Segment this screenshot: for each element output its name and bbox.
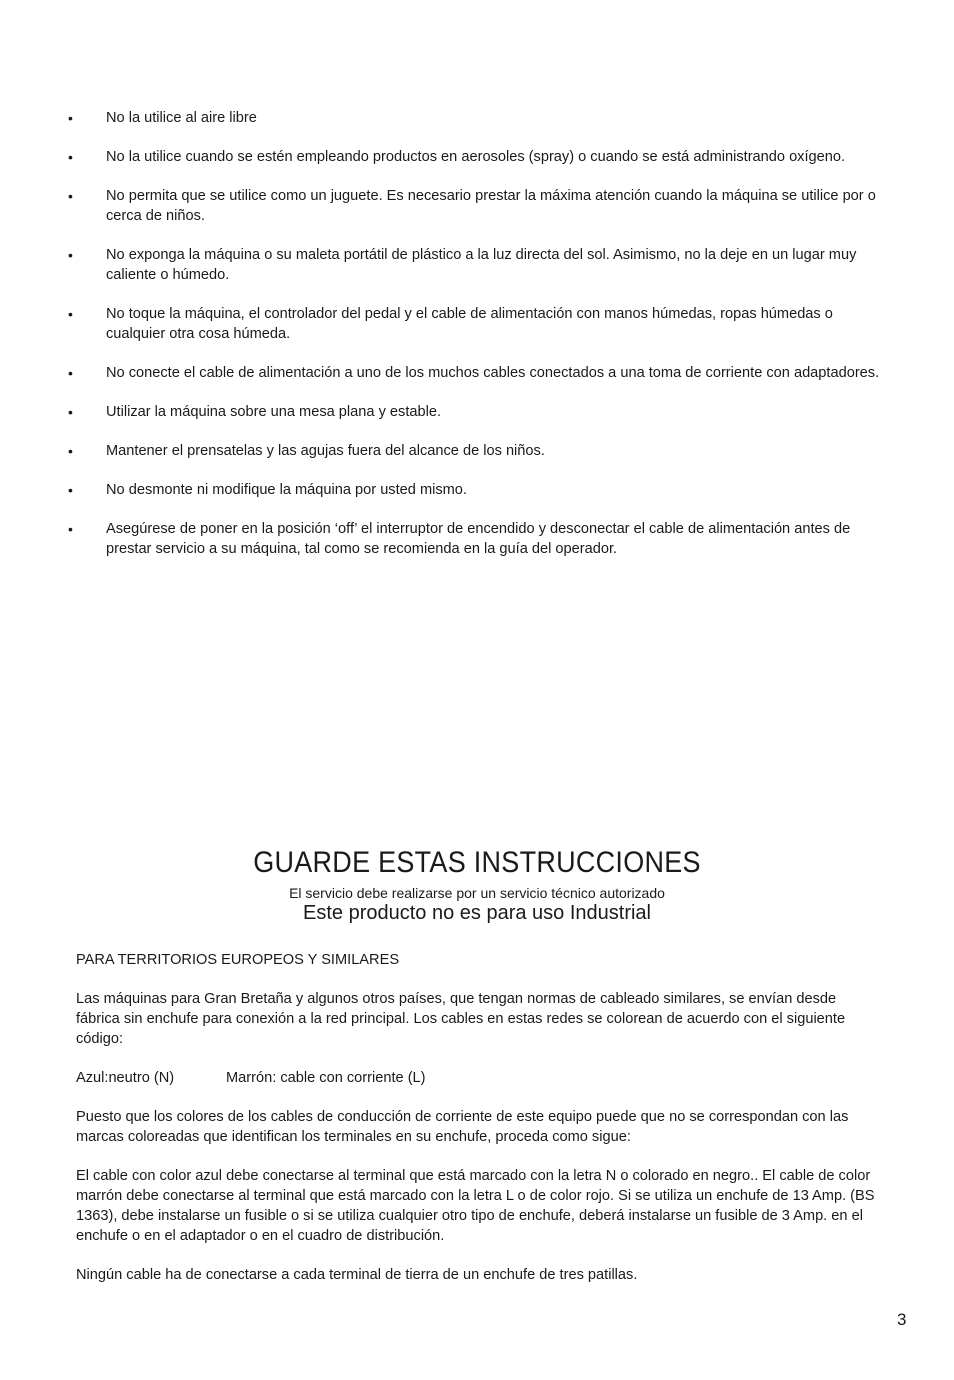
service-note: El servicio debe realizarse por un servicio técnico autorizado (289, 885, 665, 901)
list-item (62, 147, 892, 167)
bullet-icon: • (68, 404, 73, 420)
list-item (62, 363, 892, 383)
page-number: 3 (897, 1310, 907, 1329)
bullet-icon: • (68, 521, 73, 537)
bullet-icon: • (68, 110, 73, 126)
list-item-text: No desmonte ni modifique la máquina por usted mismo. (106, 482, 467, 498)
blue-wire-code: Azul:neutro (N) (76, 1070, 175, 1086)
list-item-text: No conecte el cable de alimentación a uno de los muchos cables conectados a una toma de corriente con adaptadores. (106, 365, 880, 381)
list-item (62, 402, 892, 422)
brown-wire-code: Marrón: cable con corriente (L) (226, 1070, 426, 1086)
bullet-icon: • (68, 306, 73, 322)
section-title: PARA TERRITORIOS EUROPEOS Y SIMILARES (76, 952, 400, 968)
earth-terminal-paragraph: Ningún cable ha de conectarse a cada terminal de tierra de un enchufe de tres patillas. (76, 1267, 638, 1283)
bullet-icon: • (68, 188, 73, 204)
wiring-paragraph: El cable con color azul debe conectarse al terminal que está marcado con la letra N o colorado en negro.. El cable de color marrón debe conectarse al terminal que está marcado con la letra L o de color rojo. Si se utiliza un enchufe de 13 Amp. (BS 1363), debe instalarse un fusible o si se utiliza cualquier otro tipo de enchufe, deberá instalarse un fusible de 3 Amp. en el enchufe o en el adaptador o en el cuadro de distribución. (76, 1168, 875, 1244)
bullet-icon: • (68, 247, 73, 263)
colors-paragraph: Puesto que los colores de los cables de conducción de corriente de este equipo puede que no se correspondan con las marcas coloreadas que identifican los terminales en su enchufe, proceda como sigue: (76, 1109, 849, 1145)
bullet-icon: • (68, 365, 73, 381)
industrial-use-note: Este producto no es para uso Industrial (303, 902, 651, 924)
list-item-text: No toque la máquina, el controlador del pedal y el cable de alimentación con manos húmedas, ropas húmedas o cualquier otra cosa húmeda. (106, 306, 833, 342)
list-item-text: No la utilice al aire libre (106, 110, 257, 126)
list-item-text: No la utilice cuando se estén empleando productos en aerosoles (spray) o cuando se está administrando oxígeno. (106, 149, 846, 165)
list-item (62, 519, 892, 559)
intro-paragraph: Las máquinas para Gran Bretaña y algunos otros países, que tengan normas de cableado similares, se envían desde fábrica sin enchufe para conexión a la red principal. Los cables en estas redes se colorean de acuerdo con el siguiente código: (76, 991, 846, 1047)
list-item (62, 441, 892, 461)
list-item-text: No permita que se utilice como un juguete. Es necesario prestar la máxima atención cuando la máquina se utilice por o cerca de niños. (106, 188, 876, 224)
wire-color-codes (76, 1068, 880, 1088)
list-item (62, 108, 892, 128)
list-item (62, 245, 892, 285)
bullet-icon: • (68, 482, 73, 498)
list-item (62, 480, 892, 500)
european-territories-section (76, 950, 880, 1304)
list-item (62, 304, 892, 344)
list-item (62, 186, 892, 226)
page-title: GUARDE ESTAS INSTRUCCIONES (253, 846, 701, 879)
bullet-icon: • (68, 443, 73, 459)
list-item-text: Utilizar la máquina sobre una mesa plana y estable. (106, 404, 442, 420)
save-instructions-heading-block (0, 846, 954, 924)
list-item-text: Mantener el prensatelas y las agujas fuera del alcance de los niños. (106, 443, 545, 459)
safety-instructions-list (62, 108, 892, 578)
bullet-icon: • (68, 149, 73, 165)
list-item-text: No exponga la máquina o su maleta portátil de plástico a la luz directa del sol. Asimismo, no la deje en un lugar muy caliente o húmedo. (106, 247, 857, 283)
list-item-text: Asegúrese de poner en la posición ‘off’ el interruptor de encendido y desconectar el cable de alimentación antes de prestar servicio a su máquina, tal como se recomienda en la guía del operador. (106, 521, 851, 557)
